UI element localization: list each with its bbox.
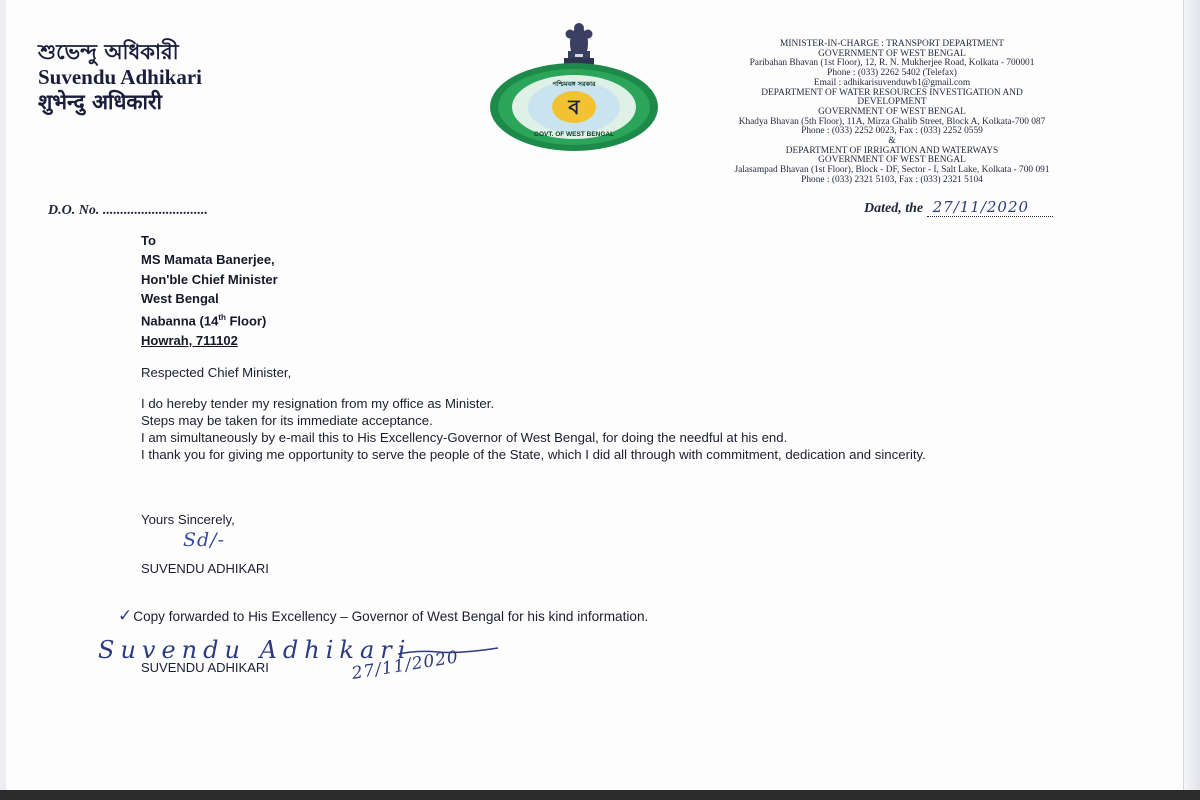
signature-text: Suvendu Adhikari (98, 636, 412, 664)
letterhead-line: Email : adhikarisuvenduwb1@gmail.com (813, 77, 971, 88)
letterhead-line: & (888, 136, 896, 147)
body-line: Steps may be taken for its immediate acceptance. (141, 413, 433, 428)
sender-name-block (38, 40, 202, 114)
letterhead-line: GOVERNMENT OF WEST BENGAL (818, 155, 966, 166)
dated-line (864, 198, 1053, 217)
letterhead-line: DEVELOPMENT (857, 97, 927, 108)
sender-name-hindi: शुभेन्दु अधिकारी (38, 90, 162, 114)
salutation: Respected Chief Minister, (141, 365, 292, 380)
copy-forwarded-line (118, 606, 648, 626)
seal-center-glyph: ব (568, 95, 580, 119)
letterhead-line: MINISTER-IN-CHARGE : TRANSPORT DEPARTMENT (780, 39, 1004, 49)
national-emblem-icon (548, 18, 610, 68)
scan-edge-right (1183, 0, 1200, 800)
copy-text: Copy forwarded to His Excellency – Governor of West Bengal for his kind information. (133, 609, 649, 624)
letterhead-line: Jalasampad Bhavan (1st Floor), Block - DF, Sector - I, Salt Lake, Kolkata - 700 091 (734, 165, 1050, 176)
body-line: I am simultaneously by e-mail this to His Excellency-Governor of West Bengal, for doing the needful at his end. (141, 430, 788, 445)
letterhead-line: Paribahan Bhavan (1st Floor), 12, R. N. Mukherjee Road, Kolkata - 700001 (749, 58, 1035, 69)
letterhead-line: Khadya Bhavan (5th Floor), 11A, Mirza Ghalib Street, Block A, Kolkata-700 087 (738, 116, 1046, 127)
letterhead-line: Phone : (033) 2321 5103, Fax : (033) 2321 5104 (801, 174, 983, 185)
address-designation: Hon'ble Chief Minister (141, 271, 278, 287)
handwritten-date: 27/11/2020 (350, 647, 461, 684)
address-building: Nabanna (14th Floor) (141, 313, 267, 329)
govt-west-bengal-seal (489, 62, 659, 152)
address-state: West Bengal (141, 290, 219, 306)
seal-bottom-text: GOVT. OF WEST BENGAL (533, 131, 615, 138)
letterhead-line: DEPARTMENT OF WATER RESOURCES INVESTIGATION AND (761, 87, 1023, 98)
address-city: Howrah, 711102 (141, 332, 238, 348)
signer-name: SUVENDU ADHIKARI (141, 561, 269, 576)
body-line: I do hereby tender my resignation from my office as Minister. (141, 396, 495, 411)
sender-name-english: Suvendu Adhikari (38, 65, 203, 89)
dated-label: Dated, the (864, 201, 924, 216)
letterhead-line: DEPARTMENT OF IRRIGATION AND WATERWAYS (785, 145, 999, 156)
seal-top-text: পশ্চিমবঙ্গ সরকার (552, 80, 596, 88)
letter-body (141, 364, 1047, 463)
recipient-address (141, 231, 278, 350)
dated-value: 27/11/2020 (927, 198, 1053, 217)
tick-mark-icon: ✓ (118, 606, 133, 626)
scan-edge-bottom (0, 790, 1200, 800)
address-name: MS Mamata Banerjee, (141, 252, 275, 268)
scan-edge-left (0, 0, 6, 800)
address-to: To (141, 233, 156, 248)
initials-signature: Sd/- (183, 529, 225, 551)
letterhead-line: GOVERNMENT OF WEST BENGAL (818, 48, 966, 59)
do-number: D.O. No. .............................. (48, 203, 208, 218)
letterhead-line: Phone : (033) 2252 0023, Fax : (033) 2252 0559 (801, 126, 983, 137)
letterhead-line: GOVERNMENT OF WEST BENGAL (818, 106, 966, 117)
sender-name-bengali: শুভেন্দু অধিকারী (38, 40, 179, 64)
body-line: I thank you for giving me opportunity to serve the people of the State, which I did all through with commitment, dedication and sincerity. (141, 447, 926, 462)
closing: Yours Sincerely, (141, 512, 235, 527)
ministry-letterhead (662, 40, 1122, 186)
copy-signer-name: SUVENDU ADHIKARI (141, 660, 269, 675)
letterhead-line: Phone : (033) 2262 5402 (Telefax) (827, 68, 957, 79)
